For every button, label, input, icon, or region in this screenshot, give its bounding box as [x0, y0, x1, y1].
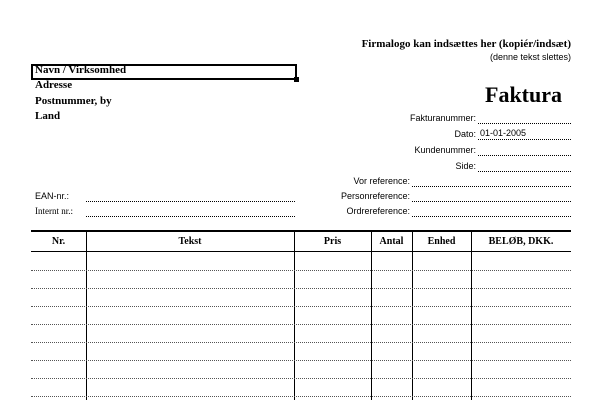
table-row[interactable] [31, 378, 571, 379]
logo-placeholder-note: (denne tekst slettes) [489, 52, 571, 62]
invoice-title: Faktura [485, 82, 562, 107]
table-row[interactable] [31, 360, 571, 361]
fill-handle[interactable] [294, 77, 299, 82]
logo-placeholder-title: Firmalogo kan indsættes her (kopiér/indsæt) [361, 38, 571, 50]
column-divider [294, 230, 295, 400]
column-header-enhed: Enhed [427, 236, 456, 247]
customer-address[interactable]: Adresse [35, 79, 73, 91]
ean-label: EAN-nr.: [35, 191, 70, 201]
column-header-antal: Antal [379, 236, 404, 247]
customer-postal[interactable]: Postnummer, by [35, 95, 112, 107]
internal-number-label: Internt nr.: [35, 206, 73, 216]
customer-number-label: Kundenummer: [414, 145, 476, 155]
table-top-border [31, 230, 571, 232]
date-label: Dato: [454, 129, 476, 139]
person-reference-field[interactable] [412, 190, 571, 202]
customer-number-field[interactable] [478, 144, 571, 156]
internal-number-field[interactable] [86, 205, 295, 217]
table-row[interactable] [31, 324, 571, 325]
column-header-pris: Pris [323, 236, 342, 247]
column-divider [471, 230, 472, 400]
table-row[interactable] [31, 288, 571, 289]
column-header-nr: Nr. [51, 236, 66, 247]
ean-field[interactable] [86, 190, 295, 202]
order-reference-field[interactable] [412, 205, 571, 217]
invoice-number-field[interactable] [478, 112, 571, 124]
our-reference-field[interactable] [412, 175, 571, 187]
order-reference-label: Ordrereference: [346, 206, 410, 216]
customer-name[interactable]: Navn / Virksomhed [35, 64, 127, 76]
column-header-belob: BELØB, DKK. [488, 236, 554, 247]
person-reference-label: Personreference: [340, 191, 410, 201]
our-reference-label: Vor reference: [353, 176, 410, 186]
table-row[interactable] [31, 306, 571, 307]
customer-country[interactable]: Land [35, 110, 61, 122]
column-header-tekst: Tekst [178, 236, 202, 247]
column-divider [412, 230, 413, 400]
table-row[interactable] [31, 270, 571, 271]
date-field[interactable]: 01-01-2005 [478, 128, 571, 140]
column-divider [371, 230, 372, 400]
invoice-lines-table [31, 230, 571, 400]
table-row[interactable] [31, 342, 571, 343]
column-divider [86, 230, 87, 400]
invoice-number-label: Fakturanummer: [409, 113, 476, 123]
table-row[interactable] [31, 396, 571, 397]
table-header-border [31, 251, 571, 252]
page-label: Side: [455, 161, 476, 171]
page-field[interactable] [478, 160, 571, 172]
